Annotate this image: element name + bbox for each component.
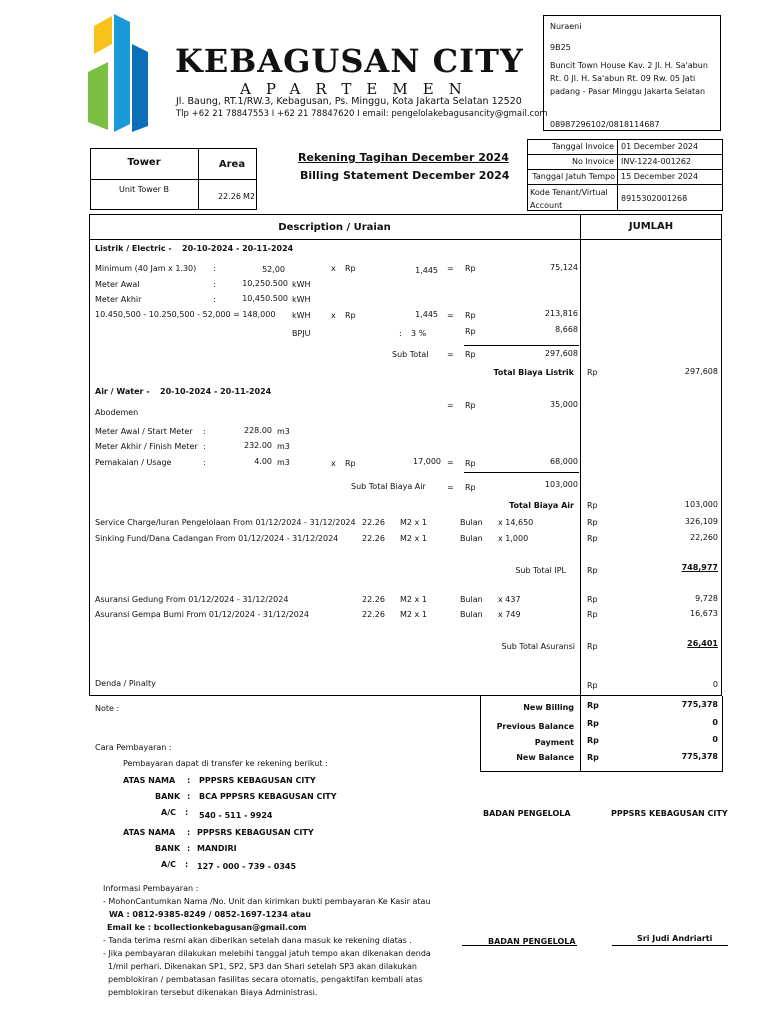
area-value: 22.26 xyxy=(218,192,241,201)
electric-heading: Listrik / Electric - xyxy=(95,244,172,253)
company-logo xyxy=(86,14,150,134)
virtual-account-label-1: Kode Tenant/Virtual xyxy=(530,188,608,197)
company-name: KEBAGUSAN CITY xyxy=(175,42,524,80)
info-heading: Informasi Pembayaran : xyxy=(103,884,199,893)
tower-header: Tower xyxy=(127,157,161,168)
note-label: Note : xyxy=(95,704,120,713)
description-header: Description / Uraian xyxy=(278,222,391,233)
customer-phone: 08987296102/0818114687 xyxy=(550,120,660,129)
customer-address-line-1: Buncit Town House Kav. 2 Jl. H. Sa'abun xyxy=(550,61,708,70)
due-date-value: 15 December 2024 xyxy=(621,172,699,181)
area-header: Area xyxy=(218,159,246,170)
invoice-no-value: INV-1224-001262 xyxy=(621,157,692,166)
area-unit: M2 xyxy=(243,192,255,201)
invoice-date-label: Tanggal Invoice xyxy=(552,142,614,151)
signature-right-name: Sri Judi Andriarti xyxy=(637,934,713,943)
info-line: Email ke : bcollectionkebagusan@gmail.com xyxy=(107,923,307,932)
company-subtitle: APARTEMEN xyxy=(240,80,477,98)
electric-period: 20-10-2024 - 20-11-2024 xyxy=(182,244,294,253)
virtual-account-value: 8915302001268 xyxy=(621,194,688,203)
virtual-account-label-2: Account xyxy=(530,201,563,210)
invoice-no-label: No Invoice xyxy=(571,157,614,166)
company-contact: Tlp +62 21 78847553 I +62 21 78847620 I email: pengelolakebagusancity@gmail.com xyxy=(176,109,548,119)
water-period: 20-10-2024 - 20-11-2024 xyxy=(160,387,272,396)
company-address: Jl. Baung, RT.1/RW.3, Kebagusan, Ps. Minggu, Kota Jakarta Selatan 12520 xyxy=(176,96,522,107)
water-heading: Air / Water - xyxy=(95,387,150,396)
billing-title-id: Rekening Tagihan December 2024 xyxy=(298,151,509,164)
signature-left-title: BADAN PENGELOLA xyxy=(483,809,571,818)
info-line: - Jika pembayaran dilakukan melebihi tanggal jatuh tempo akan dikenakan denda xyxy=(103,949,431,958)
info-line: 1/mil perhari. Dikenakan SP1, SP2, SP3 dan Shari setelah SP3 akan dilakukan xyxy=(108,962,417,971)
customer-address-line-3: padang - Pasar Minggu Jakarta Selatan xyxy=(550,87,706,96)
amount-header: JUMLAH xyxy=(628,221,674,232)
customer-unit-code: 9B25 xyxy=(550,43,571,52)
payment-heading: Cara Pembayaran : xyxy=(95,743,172,752)
info-line: WA : 0812-9385-8249 / 0852-1697-1234 atau xyxy=(109,910,311,919)
customer-name: Nuraeni xyxy=(550,22,582,31)
invoice-date-value: 01 December 2024 xyxy=(621,142,699,151)
billing-title-en: Billing Statement December 2024 xyxy=(300,169,510,182)
customer-address-line-2: Rt. 0 Jl. H. Sa'abun Rt. 09 Rw. 05 Jati xyxy=(550,74,696,83)
payment-intro: Pembayaran dapat di transfer ke rekening berikut : xyxy=(123,759,328,768)
info-line: pemblokiran tersebut dikenakan Biaya Administrasi. xyxy=(108,988,318,997)
signature-right-title: PPPSRS KEBAGUSAN CITY xyxy=(611,809,728,818)
billing-table xyxy=(89,214,722,696)
due-date-label: Tanggal Jatuh Tempo xyxy=(532,172,615,181)
info-line: pemblokiran / pembatasan fasilitas secara otomatis, pengaktifan kembali atas xyxy=(108,975,423,984)
customer-box xyxy=(543,15,721,131)
signature-left-name: BADAN PENGELOLA xyxy=(488,937,576,946)
info-line: - Tanda terima resmi akan diberikan setelah dana masuk ke rekening diatas . xyxy=(103,936,412,945)
tower-value: Unit Tower B xyxy=(118,185,170,194)
info-line: - MohonCantumkan Nama /No. Unit dan kirimkan bukti pembayaran Ke Kasir atau xyxy=(103,897,431,906)
